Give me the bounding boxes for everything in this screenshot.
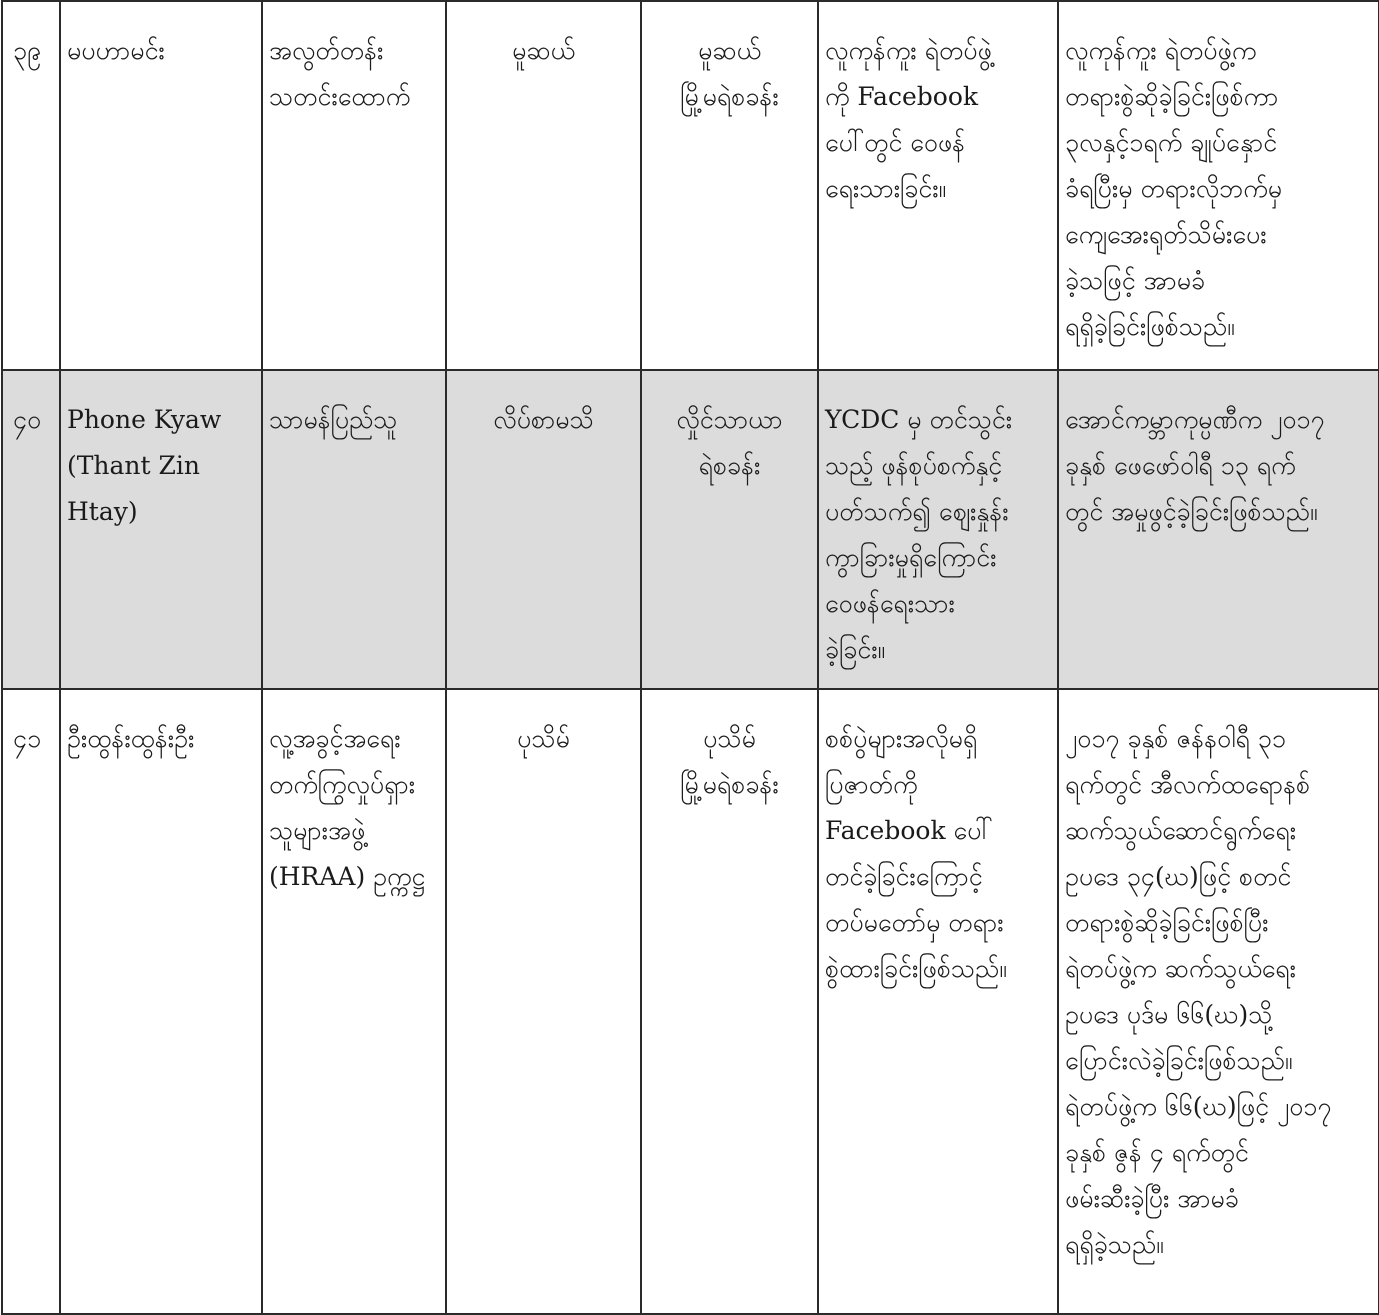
plaintiff-cell <box>446 1 641 370</box>
row-number-text: ၄၁ <box>13 724 42 753</box>
accusation-text: YCDC မှ တင်သွင်း သည့် ဖုန်စုပ်စက်နှင့် ပတ်သက်၍ ဈေးနှုန်း ကွာခြားမှုရှိကြောင်း ဝေဖန်ရေးသား ခဲ့ခြင်း။ <box>825 405 1013 664</box>
plaintiff-cell <box>446 370 641 689</box>
outcome-cell <box>1058 370 1379 689</box>
role-cell <box>262 689 446 1314</box>
name-text: ဦးထွန်းထွန်းဦး <box>67 724 195 753</box>
row-number-text: ၃၉ <box>13 36 42 65</box>
station-text: ပုသိမ် မြို့မရဲစခန်း <box>680 724 779 799</box>
name-cell <box>60 370 262 689</box>
role-text: လူ့အခွင့်အရေး တက်ကြွလှုပ်ရှား သူများအဖွဲ့ (HRAA) ဥက္ကဋ္ဌ <box>269 724 426 891</box>
outcome-text: လူကုန်ကူး ရဲတပ်ဖွဲ့က တရားစွဲဆိုခဲ့ခြင်းဖြစ်ကာ ၃လနှင့်၁ရက် ချုပ်နှောင် ခံရပြီးမှ တရားလိုဘက်မှ ကျေအေးရုတ်သိမ်းပေး ခဲ့သဖြင့် အာမခံ ရရှိခဲ့ခြင်းဖြစ်သည်။ <box>1065 36 1283 341</box>
case-table <box>1 0 1379 1315</box>
accusation-text: စစ်ပွဲများအလိုမရှိ ပြဇာတ်ကို Facebook ပေါ် တင်ခဲ့ခြင်းကြောင့် တပ်မတော်မှ တရား စွဲထားခြင်းဖြစ်သည်။ <box>825 724 1007 983</box>
outcome-text: ၂၀၁၇ ခုနှစ် ဇန်နဝါရီ ၃၁ ရက်တွင် အီလက်ထရောနစ် ဆက်သွယ်ဆောင်ရွက်ရေး ဥပဒေ ၃၄(ဃ)ဖြင့် စတင် တရားစွဲဆိုခဲ့ခြင်းဖြစ်ပြီး ရဲတပ်ဖွဲ့က ဆက်သွယ်ရေး ဥပဒေ ပုဒ်မ ၆၆(ဃ)သို့ ပြောင်းလဲခဲ့ခြင်းဖြစ်သည်။ ရဲတပ်ဖွဲ့က ၆၆(ဃ)ဖြင့် ၂၀၁၇ ခုနှစ် ဇွန် ၄ ရက်တွင် ဖမ်းဆီးခဲ့ပြီး အာမခံ ရရှိခဲ့သည်။ <box>1065 724 1332 1259</box>
row-number <box>2 689 60 1314</box>
name-cell <box>60 1 262 370</box>
plaintiff-text: မူဆယ် <box>512 36 575 65</box>
table-row <box>2 1 1379 370</box>
table-row <box>2 689 1379 1314</box>
accusation-cell <box>818 1 1058 370</box>
station-cell <box>641 689 818 1314</box>
name-text: မပဟာမင်း <box>67 36 165 65</box>
table-row <box>2 370 1379 689</box>
plaintiff-text: ပုသိမ် <box>517 724 570 753</box>
accusation-cell <box>818 370 1058 689</box>
outcome-cell <box>1058 689 1379 1314</box>
station-cell <box>641 370 818 689</box>
station-text: မူဆယ် မြို့မရဲစခန်း <box>680 36 779 111</box>
name-cell <box>60 689 262 1314</box>
row-number-text: ၄၀ <box>13 405 42 434</box>
outcome-text: အောင်ကမ္ဘာကုမ္ပဏီက ၂၀၁၇ ခုနှစ် ဖေဖော်ဝါရီ ၁၃ ရက် တွင် အမှုဖွင့်ခဲ့ခြင်းဖြစ်သည်။ <box>1065 405 1325 526</box>
role-text: အလွတ်တန်း သတင်းထောက် <box>269 36 411 111</box>
station-cell <box>641 1 818 370</box>
row-number <box>2 370 60 689</box>
accusation-cell <box>818 689 1058 1314</box>
name-text: Phone Kyaw (Thant Zin Htay) <box>67 405 222 526</box>
role-cell <box>262 370 446 689</box>
role-cell <box>262 1 446 370</box>
accusation-text: လူကုန်ကူး ရဲတပ်ဖွဲ့ ကို Facebook ပေါ်တွင် ဝေဖန် ရေးသားခြင်း။ <box>825 36 992 203</box>
row-number <box>2 1 60 370</box>
outcome-cell <box>1058 1 1379 370</box>
plaintiff-cell <box>446 689 641 1314</box>
role-text: သာမန်ပြည်သူ <box>269 405 398 434</box>
plaintiff-text: လိပ်စာမသိ <box>493 405 594 434</box>
station-text: လှိုင်သာယာ ရဲစခန်း <box>676 405 783 480</box>
